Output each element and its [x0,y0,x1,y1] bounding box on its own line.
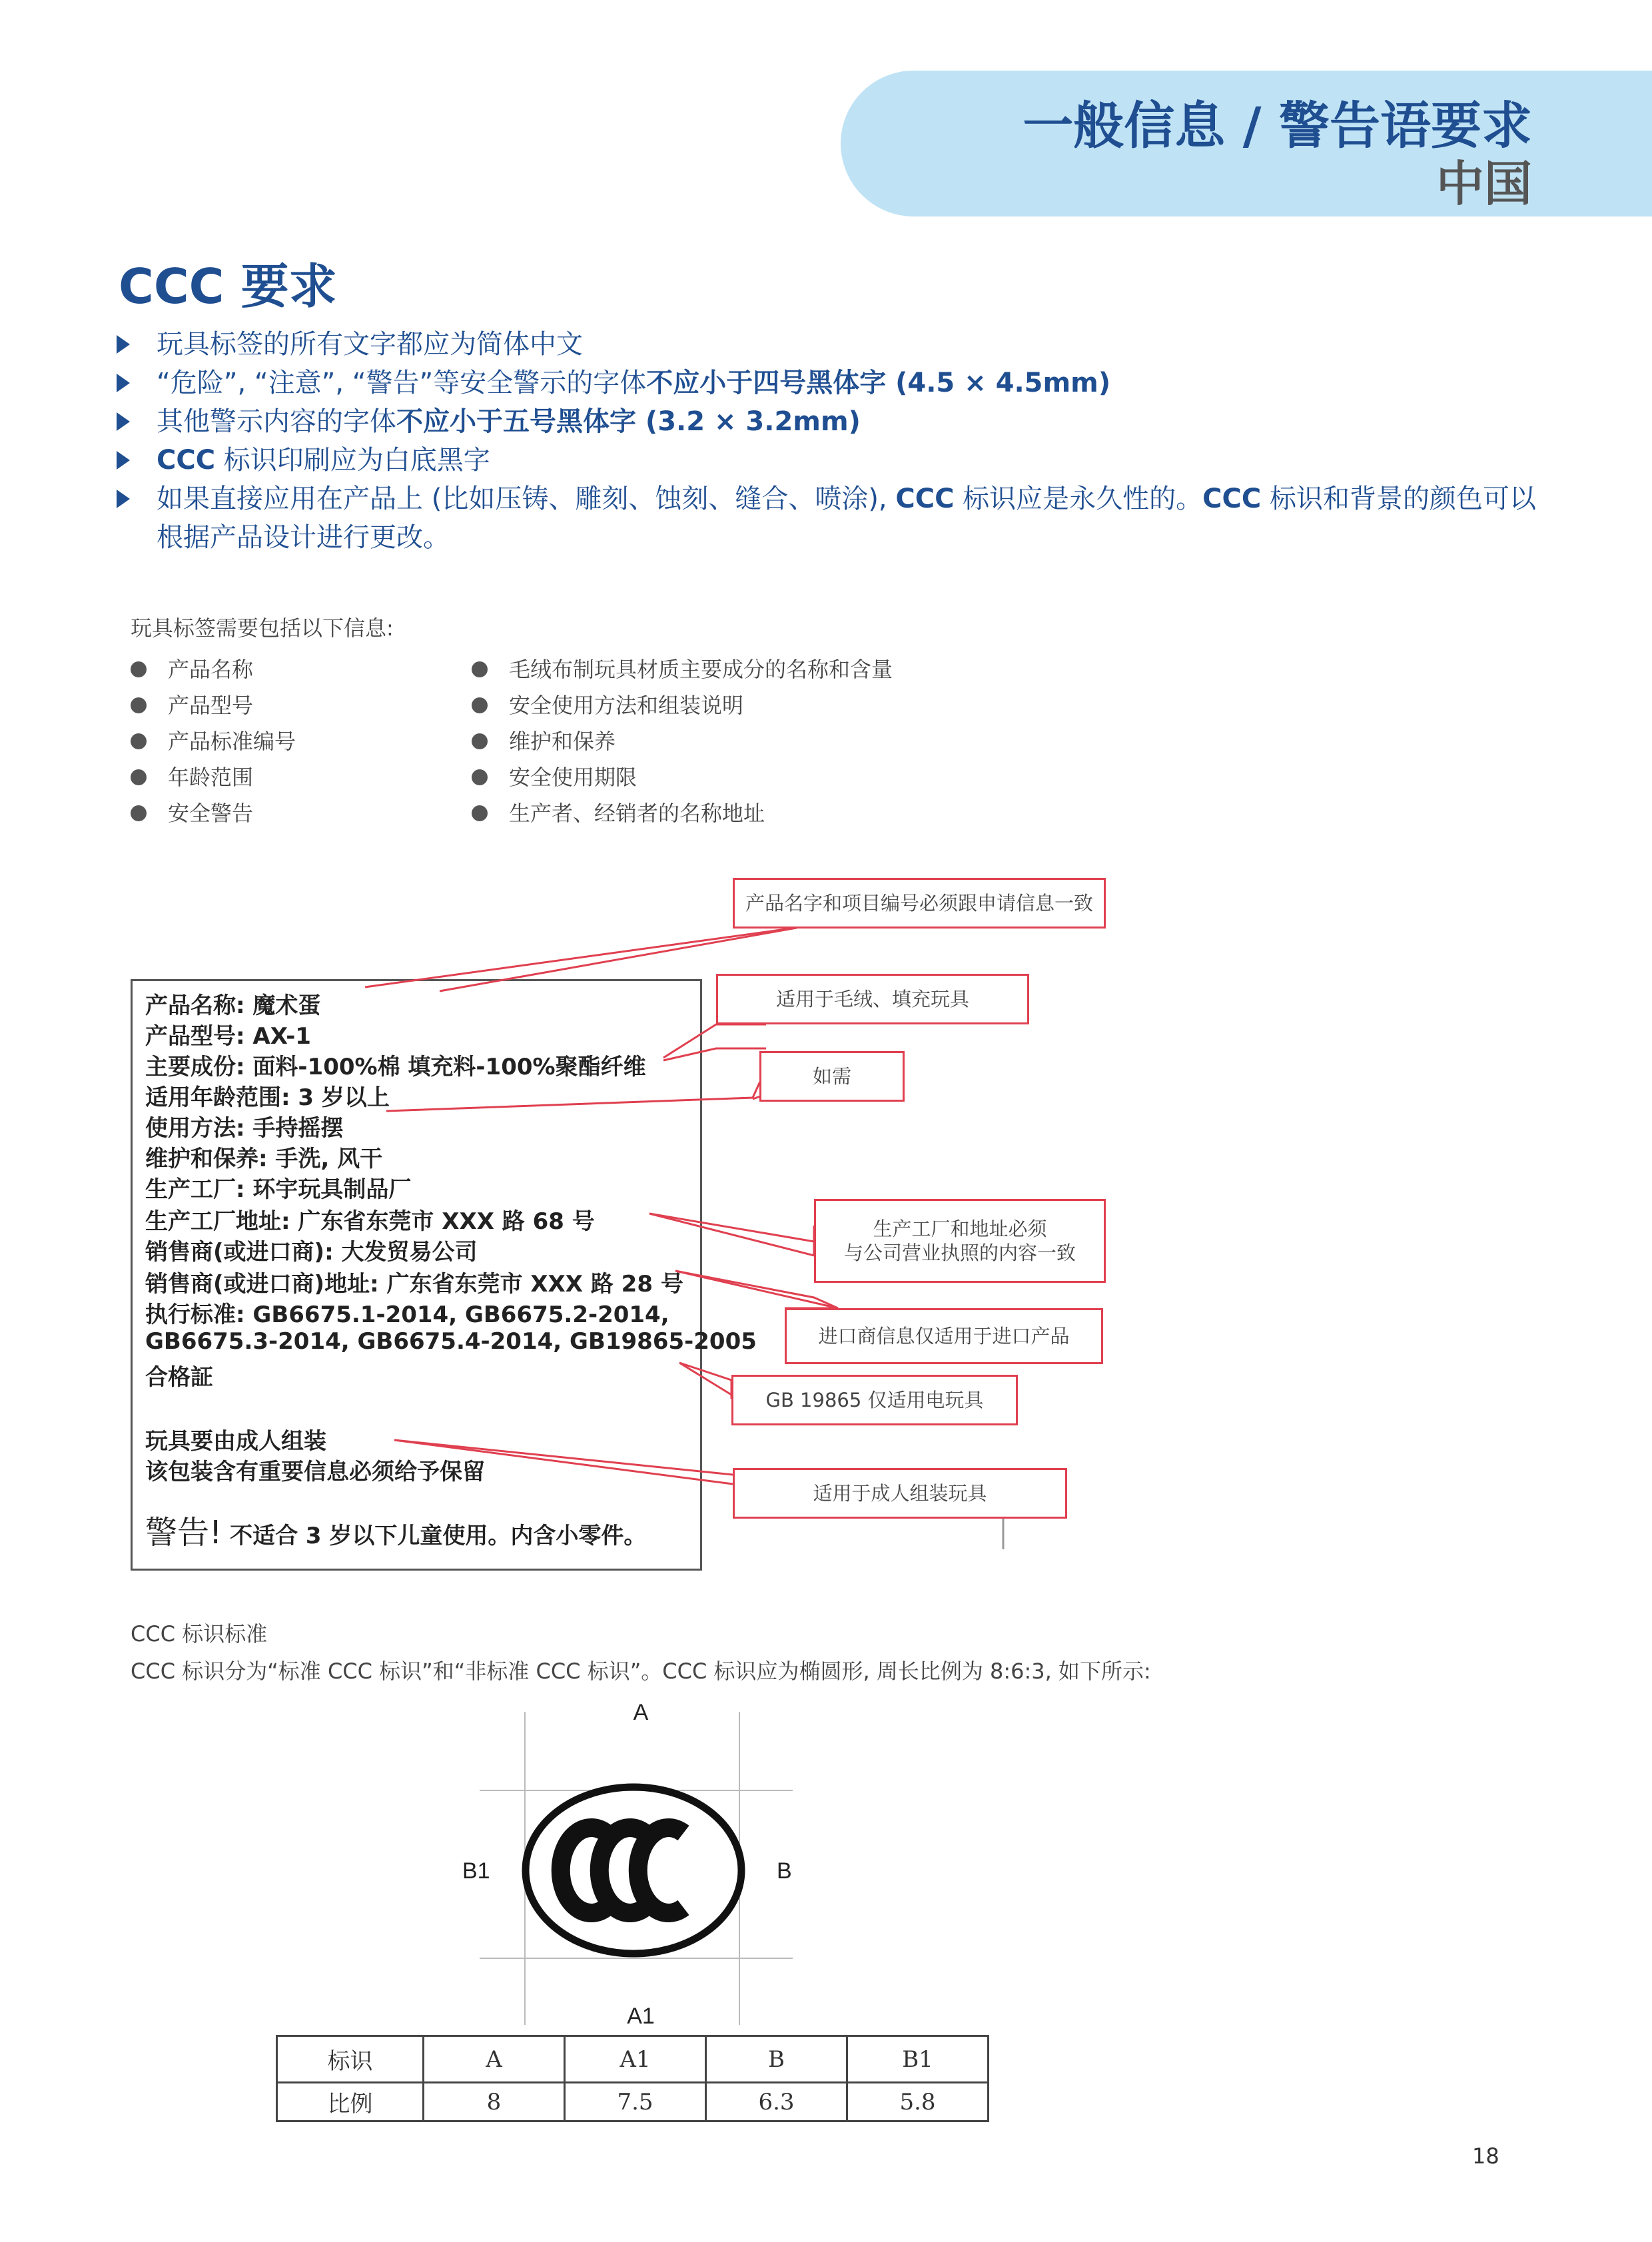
list-item: 产品标准编号 [131,723,296,759]
callout-gb19865: GB 19865 仅适用电玩具 [731,1375,1018,1425]
list-item: 安全警告 [131,795,296,831]
list-item: 安全使用期限 [472,759,893,795]
list-item: 生产者、经销者的名称地址 [472,795,893,831]
diagram-label-b1: B1 [462,1858,490,1884]
table-row [277,2036,989,2083]
bullet-dot-icon [131,697,147,713]
requirement-item: “危险”, “注意”, “警告”等安全警示的字体不应小于四号黑体字 (4.5 × 4.5mm) [117,364,1542,402]
ratio-table [276,2035,989,2122]
label-line: 维护和保养: 手洗, 风干 [145,1146,383,1172]
requirement-item: 如果直接应用在产品上 (比如压铸、雕刻、蚀刻、缝合、喷涂), CCC 标识应是永久性的。CCC 标识和背景的颜色可以根据产品设计进行更改。 [117,480,1542,557]
info-list-left [131,651,296,831]
bullet-dot-icon [131,769,147,785]
label-line: 使用方法: 手持摇摆 [145,1115,344,1142]
arrow-bullet-icon [117,374,130,392]
info-list-right [472,651,893,831]
ccc-standard-description: CCC 标识分为“标准 CCC 标识”和“非标准 CCC 标识”。CCC 标识应为椭圆形, 周长比例为 8:6:3, 如下所示: [131,1659,1151,1684]
callout-adult-assembly: 适用于成人组装玩具 [733,1468,1067,1519]
label-line: 销售商(或进口商): 大发贸易公司 [145,1239,478,1266]
table-row [277,2083,989,2121]
warning-heading: 警告! [145,1514,222,1551]
label-warning [145,1507,646,1553]
bullet-dot-icon [472,769,488,785]
bullet-dot-icon [131,661,147,677]
label-line: 该包装含有重要信息必须给予保留 [145,1459,485,1485]
ccc-letters-icon [561,1828,683,1913]
page-number: 18 [1472,2143,1499,2169]
bullet-dot-icon [131,805,147,821]
table-cell: A [424,2036,565,2083]
table-cell: A1 [565,2036,706,2083]
diagram-label-a1: A1 [627,2004,655,2029]
callout-plush-toys: 适用于毛绒、填充玩具 [716,974,1029,1024]
label-line: 主要成份: 面料-100%棉 填充料-100%聚酯纤维 [145,1054,646,1080]
label-line: 执行标准: GB6675.1-2014, GB6675.2-2014, [145,1302,669,1328]
ccc-mark-diagram [446,1692,819,2038]
arrow-bullet-icon [117,412,130,431]
table-cell: 8 [424,2083,565,2121]
header-region: 中国 [1436,156,1532,212]
requirements-list [117,325,1542,557]
label-line: 合格証 [145,1364,213,1391]
table-cell: 标识 [277,2036,424,2083]
bullet-dot-icon [131,733,147,749]
callout-product-info: 产品名字和项目编号必须跟申请信息一致 [733,878,1106,929]
table-cell: 6.3 [706,2083,847,2121]
label-line: 生产工厂地址: 广东省东莞市 XXX 路 68 号 [145,1208,595,1235]
table-cell: 7.5 [565,2083,706,2121]
label-line: 产品名称: 魔术蛋 [145,992,321,1019]
header-title: 一般信息 / 警告语要求 [1023,96,1532,155]
bullet-dot-icon [472,697,488,713]
arrow-bullet-icon [117,335,130,354]
warning-text: 不适合 3 岁以下儿童使用。内含小零件。 [222,1523,647,1549]
list-item: 维护和保养 [472,723,893,759]
requirement-item: 其他警示内容的字体不应小于五号黑体字 (3.2 × 3.2mm) [117,402,1542,441]
label-line: 生产工厂: 环宇玩具制品厂 [145,1176,412,1203]
label-line: 产品型号: AX-1 [145,1023,311,1050]
label-line: 玩具要由成人组装 [145,1428,326,1455]
list-item: 年龄范围 [131,759,296,795]
requirement-item: CCC 标识印刷应为白底黑字 [117,441,1542,480]
bullet-dot-icon [472,733,488,749]
callout-factory-address: 生产工厂和地址必须 与公司营业执照的内容一致 [814,1199,1106,1283]
list-item: 毛绒布制玩具材质主要成分的名称和含量 [472,651,893,687]
label-line: 适用年龄范围: 3 岁以上 [145,1084,390,1111]
arrow-bullet-icon [117,451,130,470]
callout-importer-info: 进口商信息仅适用于进口产品 [785,1308,1103,1364]
label-line: GB6675.3-2014, GB6675.4-2014, GB19865-2005 [145,1328,757,1355]
table-cell: 比例 [277,2083,424,2121]
diagram-label-b: B [777,1858,792,1884]
table-cell: 5.8 [847,2083,989,2121]
info-intro: 玩具标签需要包括以下信息: [131,615,394,641]
list-item: 安全使用方法和组装说明 [472,687,893,723]
bullet-dot-icon [472,805,488,821]
bullet-dot-icon [472,661,488,677]
table-cell: B1 [847,2036,989,2083]
list-item: 产品型号 [131,687,296,723]
label-line: 销售商(或进口商)地址: 广东省东莞市 XXX 路 28 号 [145,1271,683,1298]
table-cell: B [706,2036,847,2083]
callout-if-needed: 如需 [759,1051,905,1102]
diagram-label-a: A [633,1700,649,1725]
requirement-item: 玩具标签的所有文字都应为简体中文 [117,325,1542,364]
arrow-bullet-icon [117,490,130,508]
ccc-standard-title: CCC 标识标准 [131,1621,268,1647]
list-item: 产品名称 [131,651,296,687]
section-title: CCC 要求 [119,258,337,314]
